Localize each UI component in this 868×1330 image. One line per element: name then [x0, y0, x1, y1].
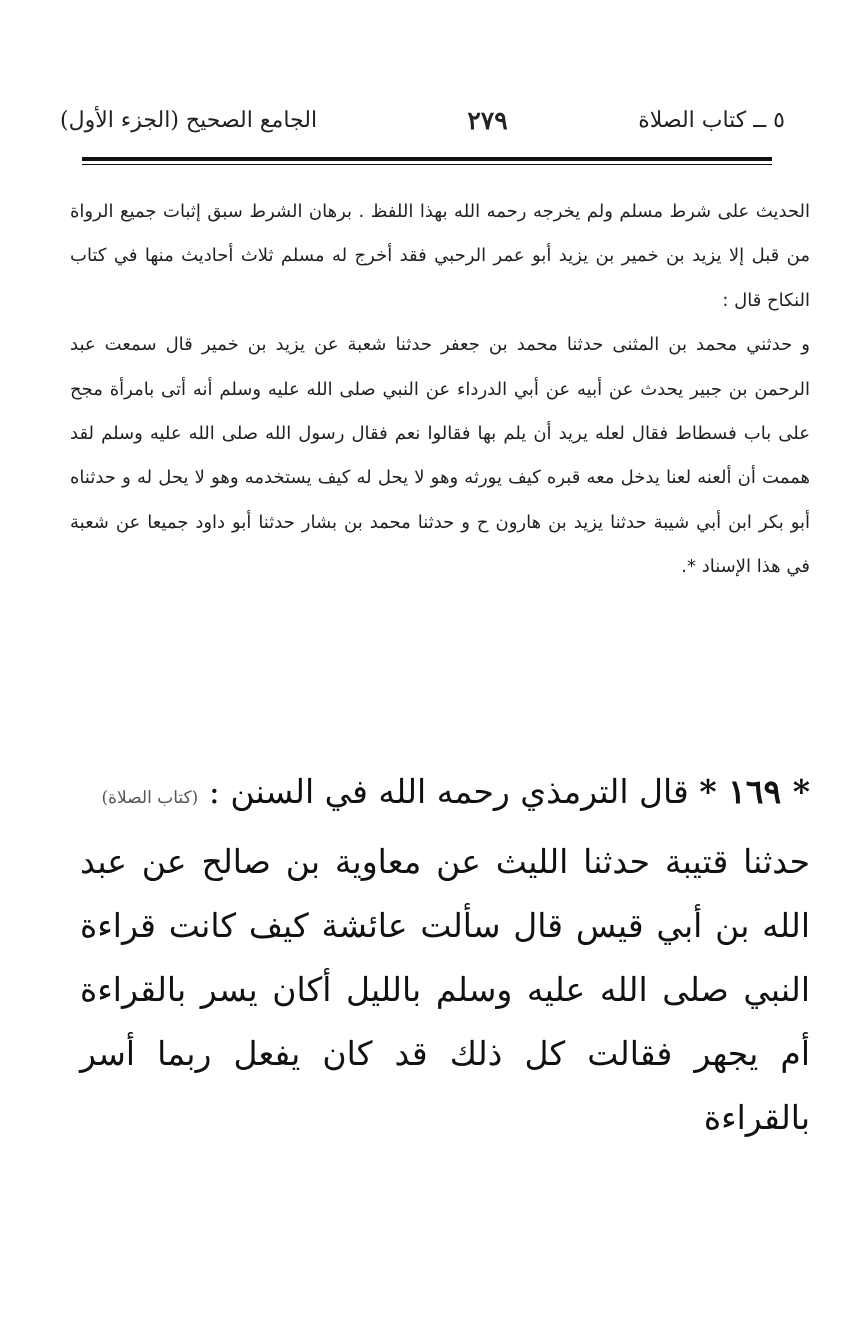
header-divider-thick [82, 157, 772, 161]
hadith-text: حدثنا قتيبة حدثنا الليث عن معاوية بن صالح عن عبد الله بن أبي قيس قال سألت عائشة كيف كانت قراءة النبي صلى الله عليه وسلم بالليل أكان يسر بالقراءة أم يجهر فقالت كل ذلك قد كان يفعل ربما أسر بالقراءة [80, 842, 810, 1137]
chapter-title: ٥ ــ كتاب الصلاة [638, 107, 785, 133]
hadith-heading [80, 760, 810, 830]
header-divider-thin [82, 164, 772, 165]
hadith-block [80, 760, 810, 1150]
hadith-book-reference: (كتاب الصلاة) [101, 788, 199, 808]
book-title: الجامع الصحيح (الجزء الأول) [60, 107, 318, 133]
hadith-number: * ١٦٩ * [699, 772, 810, 811]
commentary-paragraph-2: و حدثني محمد بن المثنى حدثنا محمد بن جعفر حدثنا شعبة عن يزيد بن خمير قال سمعت عبد الرحمن بن جبير يحدث عن أبيه عن أبي الدرداء عن النبي صلى الله عليه وسلم أنه أتى بامرأة مجح على باب فسطاط فقال لعله يريد أن يلم بها فقالوا نعم فقال رسول الله صلى الله عليه وسلم لقد هممت أن ألعنه لعنا يدخل معه قبره كيف يورثه وهو لا يحل له كيف يستخدمه وهو لا يحل له و حدثناه أبو بكر ابن أبي شيبة حدثنا يزيد بن هارون ح و حدثنا محمد بن بشار حدثنا أبو داود جميعا عن شعبة في هذا الإسناد *. [70, 334, 810, 578]
hadith-intro: قال الترمذي رحمه الله في السنن : [208, 772, 689, 811]
commentary-paragraph-1: الحديث على شرط مسلم ولم يخرجه رحمه الله بهذا اللفظ . برهان الشرط سبق إثبات جميع الرواة من قبل إلا يزيد بن خمير بن يزيد أبو عمر الرحبي فقد أخرج له مسلم ثلاث أحاديث منها في كتاب النكاح قال : [70, 201, 810, 311]
commentary-block [70, 190, 810, 590]
page-number: ٢٧٩ [467, 105, 508, 135]
page-header [60, 100, 785, 140]
